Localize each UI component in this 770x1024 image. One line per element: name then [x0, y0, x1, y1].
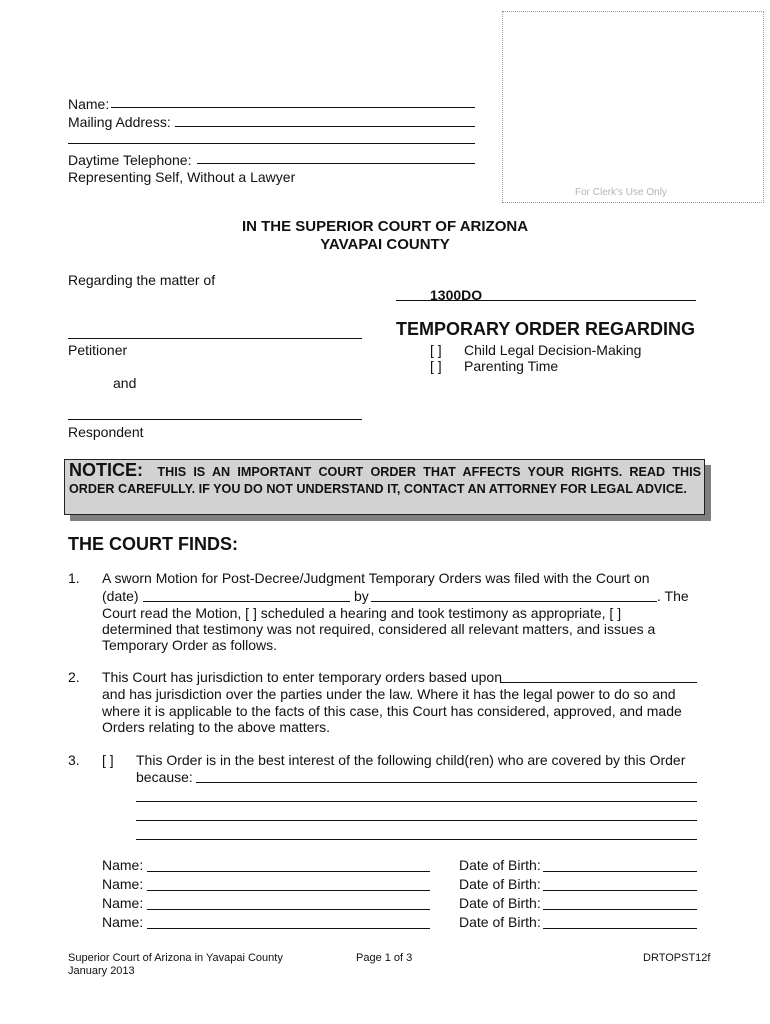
name-field[interactable] [111, 107, 475, 108]
court-finds-heading: THE COURT FINDS: [68, 534, 238, 554]
child-name-field[interactable] [147, 909, 430, 910]
county-name: YAVAPAI COUNTY [320, 236, 450, 253]
legal-decision-label: Child Legal Decision-Making [464, 342, 642, 358]
legal-decision-checkbox[interactable]: [ ] [430, 342, 442, 358]
item-2-line-2: and has jurisdiction over the parties under the law. Where it has the legal power to do so and [102, 686, 676, 702]
item-1-number: 1. [68, 570, 80, 586]
parenting-time-label: Parenting Time [464, 358, 559, 374]
item-1-the-label: . The [657, 588, 689, 604]
item-1-by-label: by [354, 588, 369, 604]
child-dob-label: Date of Birth: [459, 857, 541, 873]
best-interest-field-2[interactable] [136, 801, 697, 802]
daytime-telephone-field[interactable] [197, 163, 475, 164]
footer-page-number: Page 1 of 3 [356, 952, 413, 964]
best-interest-field-3[interactable] [136, 820, 697, 821]
child-name-label: Name: [102, 895, 144, 911]
court-name: IN THE SUPERIOR COURT OF ARIZONA [241, 218, 529, 235]
child-dob-field[interactable] [543, 871, 697, 872]
child-name-field[interactable] [147, 871, 430, 872]
child-name-label: Name: [102, 857, 144, 873]
motion-filed-by-field[interactable] [371, 601, 657, 602]
case-number-field[interactable] [396, 300, 696, 301]
representing-self-text: Representing Self, Without a Lawyer [68, 169, 296, 185]
child-name-field[interactable] [147, 928, 430, 929]
child-name-label: Name: [102, 914, 144, 930]
item-2-line-4: Orders relating to the above matters. [102, 719, 330, 735]
and-label: and [113, 375, 137, 391]
item-3-line-1: This Order is in the best interest of the following child(ren) who are covered by this Order [136, 752, 686, 768]
item-3-because: because: [136, 769, 193, 785]
motion-date-field[interactable] [143, 601, 350, 602]
daytime-telephone-label: Daytime Telephone: [68, 152, 192, 168]
item-1-line-4: determined that testimony was not required, considered all relevant matters, and issues a [102, 621, 656, 637]
clerk-use-label: For Clerk's Use Only [575, 187, 667, 198]
parenting-time-checkbox[interactable]: [ ] [430, 358, 442, 374]
petitioner-field[interactable] [68, 338, 362, 339]
item-1-line-3: Court read the Motion, [ ] scheduled a hearing and took testimony as appropriate, [ ] [102, 605, 622, 621]
best-interest-field-4[interactable] [136, 839, 697, 840]
child-dob-field[interactable] [543, 890, 697, 891]
footer-court-name: Superior Court of Arizona in Yavapai County [68, 952, 283, 964]
mailing-address-label: Mailing Address: [68, 114, 171, 130]
jurisdiction-basis-field[interactable] [500, 682, 697, 683]
child-dob-label: Date of Birth: [459, 914, 541, 930]
item-1-date-label: (date) [102, 588, 139, 604]
respondent-label: Respondent [68, 424, 144, 440]
item-1-line-1: A sworn Motion for Post-Decree/Judgment Temporary Orders was filed with the Court on [102, 570, 650, 586]
child-name-field[interactable] [147, 890, 430, 891]
mailing-address-field-2[interactable] [68, 143, 475, 144]
item-3-number: 3. [68, 752, 80, 768]
item-3-checkbox[interactable]: [ ] [102, 752, 114, 768]
mailing-address-field[interactable] [175, 126, 475, 127]
child-name-label: Name: [102, 876, 144, 892]
respondent-field[interactable] [68, 419, 362, 420]
notice-text: THIS IS AN IMPORTANT COURT ORDER THAT AFFECTS YOUR RIGHTS. READ THIS ORDER CAREFULLY. IF YOU DO NOT UNDERSTAND IT, CONTACT AN ATTORNEY FOR LEGAL ADVICE. [69, 465, 701, 496]
best-interest-field-1[interactable] [196, 782, 697, 783]
clerk-use-box [502, 11, 764, 203]
notice-heading: NOTICE: [69, 460, 143, 480]
petitioner-label: Petitioner [68, 342, 128, 358]
item-2-number: 2. [68, 669, 80, 685]
footer-form-code: DRTOPST12f [643, 952, 711, 964]
name-label: Name: [68, 96, 110, 112]
item-2-line-1: This Court has jurisdiction to enter temporary orders based upon [102, 669, 502, 685]
child-dob-field[interactable] [543, 928, 697, 929]
order-title: TEMPORARY ORDER REGARDING [396, 319, 696, 339]
child-dob-label: Date of Birth: [459, 895, 541, 911]
regarding-matter-label: Regarding the matter of [68, 272, 216, 288]
case-number: 1300DO [430, 287, 483, 303]
item-1-line-5: Temporary Order as follows. [102, 637, 278, 653]
child-dob-label: Date of Birth: [459, 876, 541, 892]
footer-date: January 2013 [68, 965, 135, 977]
item-2-line-3: where it is applicable to the facts of this case, this Court has considered, approved, and made [102, 703, 682, 719]
notice-box [64, 459, 705, 515]
child-dob-field[interactable] [543, 909, 697, 910]
